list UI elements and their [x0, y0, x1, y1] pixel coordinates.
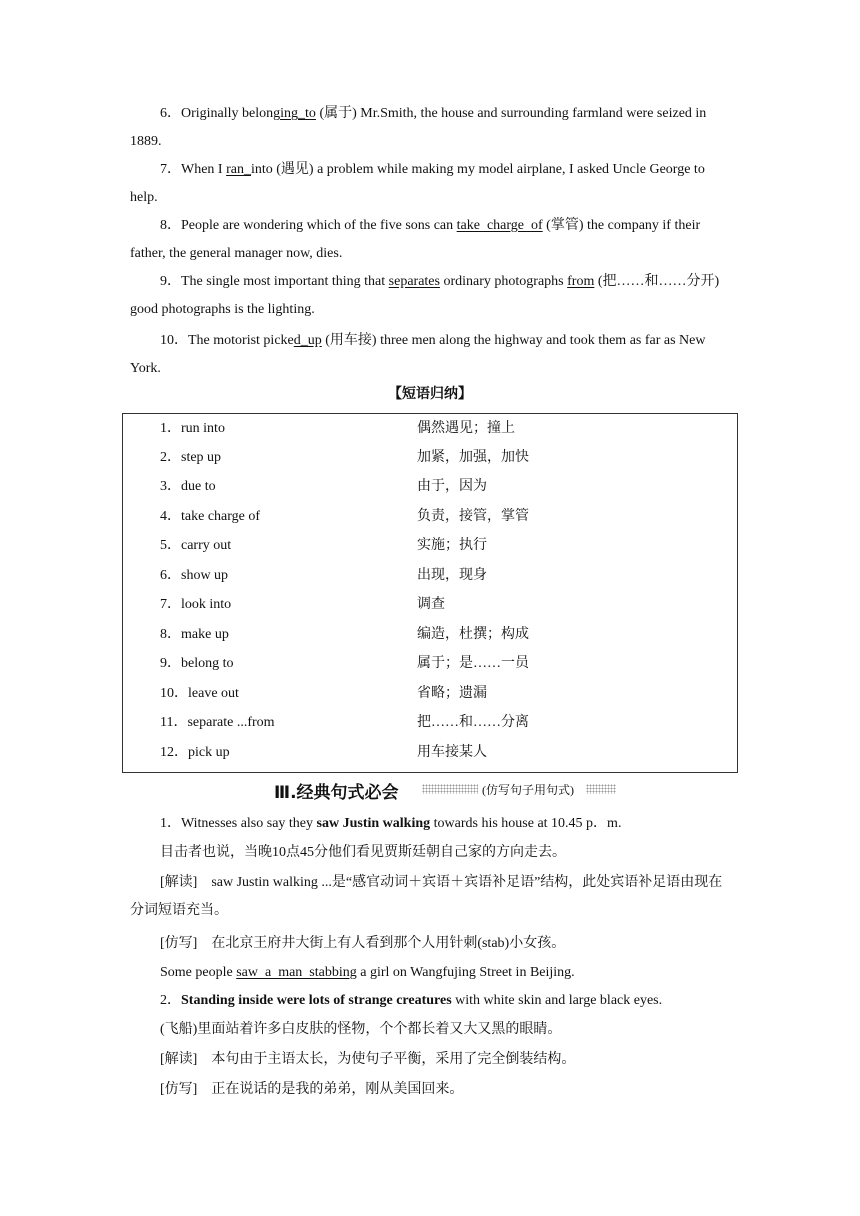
section-header	[274, 776, 616, 802]
pattern-1-translation: 目击者也说，当晚10点45分他们看见贾斯廷朝自己家的方向走去。	[160, 845, 566, 860]
pattern-1-sentence: 1．Witnesses also say they saw Justin walking towards his house at 10.45 p．m.	[160, 816, 622, 831]
sentence-item-6: 6．Originally belonging_to (属于) Mr.Smith, the house and surrounding farmland were seized in 1889.	[130, 106, 707, 149]
dotted-decoration	[586, 784, 616, 794]
phrase-row: 11．separate ...from 把……和……分离	[160, 715, 529, 730]
phrase-row: 5．carry out 实施；执行	[160, 538, 487, 553]
phrase-row: 7．look into 调查	[160, 597, 445, 612]
phrase-row: 2．step up 加紧，加强，加快	[160, 450, 529, 465]
phrase-row: 9．belong to 属于；是……一员	[160, 656, 529, 671]
pattern-2-sentence: 2．Standing inside were lots of strange creatures with white skin and large black eyes.	[160, 993, 663, 1008]
dotted-decoration	[422, 784, 478, 794]
pattern-2-practice: [仿写] 正在说话的是我的弟弟，刚从美国回来。	[160, 1082, 464, 1097]
phrase-row: 3．due to 由于，因为	[160, 479, 487, 494]
pattern-1-practice: [仿写] 在北京王府井大街上有人看到那个人用针刺(stab)小女孩。	[160, 936, 566, 951]
sentence-item-9: 9．The single most important thing that separates ordinary photographs from (把……和……分开) good photographs is the lighting.	[130, 274, 720, 317]
sentence-item-8: 8．People are wondering which of the five sons can take charge of (掌管) the company if their father, the general manager now, dies.	[130, 218, 701, 261]
phrase-summary-box	[122, 413, 738, 773]
phrase-row: 1．run into 偶然遇见；撞上	[160, 421, 515, 436]
phrase-row: 12．pick up 用车接某人	[160, 745, 487, 760]
phrase-row: 4．take charge of 负责，接管，掌管	[160, 509, 529, 524]
pattern-2-translation: (飞船)里面站着许多白皮肤的怪物，个个都长着又大又黑的眼睛。	[160, 1022, 562, 1037]
section-title: Ⅲ.经典句式必会	[274, 783, 399, 803]
pattern-1-answer: Some people saw a man stabbing a girl on Wangfujing Street in Beijing.	[160, 965, 575, 980]
pattern-2-explanation: [解读] 本句由于主语太长，为使句子平衡，采用了完全倒装结构。	[160, 1052, 576, 1067]
sentence-item-10: 10．The motorist picked_up (用车接) three men along the highway and took them as far as New York.	[130, 333, 706, 376]
phrase-summary-title: 【短语归纳】	[388, 387, 472, 402]
phrase-row: 6．show up 出现，现身	[160, 568, 487, 583]
phrase-row: 8．make up 编造，杜撰；构成	[160, 627, 529, 642]
section-subtitle: (仿写句子用句式)	[482, 783, 574, 797]
pattern-1-explanation: [解读] saw Justin walking ...是“感官动词＋宾语＋宾语补足语”结构，此处宾语补足语由现在分词短语充当。	[130, 875, 723, 918]
sentence-item-7: 7．When I ran_into (遇见) a problem while making my model airplane, I asked Uncle George to help.	[130, 162, 705, 205]
phrase-row: 10．leave out 省略；遗漏	[160, 686, 487, 701]
